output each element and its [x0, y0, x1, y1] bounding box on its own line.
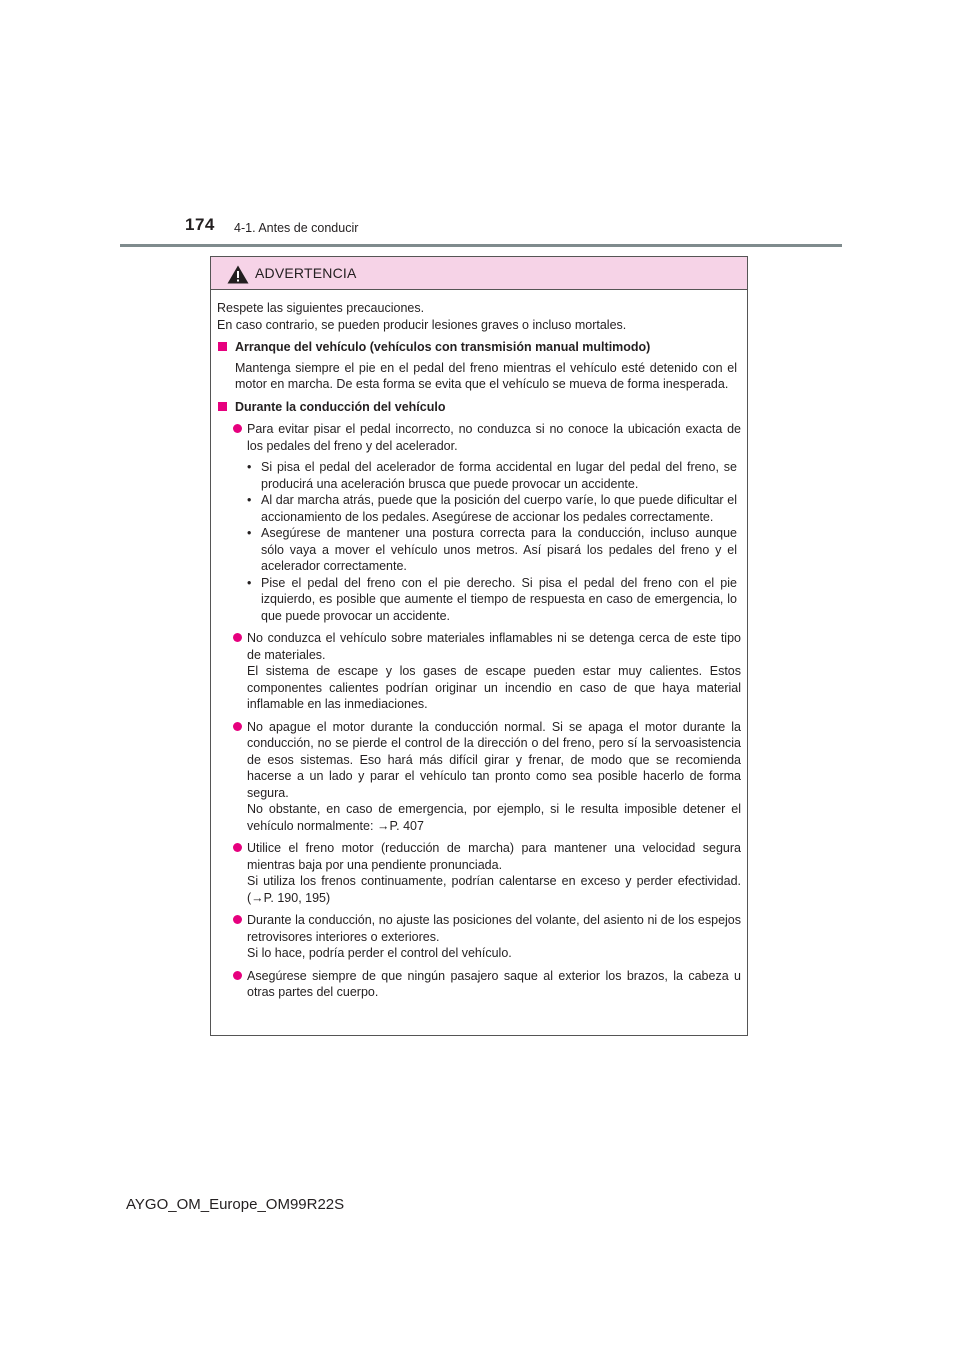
list-item — [217, 719, 741, 835]
warning-header — [211, 257, 747, 290]
section-heading — [217, 399, 741, 416]
section-title: 4-1. Antes de conducir — [234, 221, 359, 235]
circle-bullet-icon — [233, 843, 242, 852]
sub-list-item-text: Si pisa el pedal del acelerador de forma accidental en lugar del pedal del freno, se producirá una aceleración brusca que puede provocar un accidente. — [261, 460, 737, 491]
sub-list-item-text: Al dar marcha atrás, puede que la posición del cuerpo varíe, lo que puede dificultar el accionamiento de los pedales. Asegúrese de accionar los pedales correctamente. — [261, 493, 737, 524]
list-item-text: No conduzca el vehículo sobre materiales inflamables ni se detenga cerca de este tipo de materiales. — [247, 631, 741, 662]
dot-bullet-icon: • — [247, 575, 252, 590]
circle-bullet-icon — [233, 633, 242, 642]
square-bullet-icon — [218, 402, 227, 411]
header-rule — [120, 244, 842, 247]
list-item — [217, 840, 741, 906]
dot-bullet-icon: • — [247, 526, 252, 540]
sub-list-item — [247, 575, 737, 625]
circle-bullet-icon — [233, 424, 242, 433]
sub-list-item-text: Asegúrese de mantener una postura correcta para la conducción, incluso aunque sólo vaya a mover el vehículo unos metros. Así pisará los pedales del freno y el acelerador correctamente. — [261, 526, 737, 573]
page-reference-link[interactable]: →P. 190, 195 — [251, 890, 327, 905]
list-item-text: Utilice el freno motor (reducción de marcha) para mantener una velocidad segura mientras baja por una pendiente pronunciada. — [247, 841, 741, 872]
list-item-text: Para evitar pisar el pedal incorrecto, no conduzca si no conoce la ubicación exacta de los pedales del freno y del acelerador. — [247, 422, 741, 453]
intro-line: Respete las siguientes precauciones. — [217, 301, 425, 315]
sub-list-item — [247, 525, 737, 575]
list-item — [217, 421, 741, 454]
sub-list-item — [247, 459, 737, 492]
list-item-text-part: Si utiliza los frenos continuamente, podrían calentarse en exceso y perder efectividad. ( — [247, 874, 741, 905]
sub-list — [217, 459, 741, 624]
footer-code: AYGO_OM_Europe_OM99R22S — [126, 1196, 345, 1213]
list-item-text: Si lo hace, podría perder el control del vehículo. — [247, 946, 512, 960]
list-item-text-part: ) — [326, 890, 331, 905]
warning-title: ADVERTENCIA — [255, 265, 357, 281]
dot-bullet-icon: • — [247, 493, 252, 507]
list-item-text-part: No obstante, en caso de emergencia, por ejemplo, si le resulta imposible detener el vehículo normalmente: — [247, 802, 741, 833]
page-number: 174 — [185, 215, 215, 234]
section-heading-text: Durante la conducción del vehículo — [235, 399, 446, 414]
warning-body — [211, 290, 747, 1001]
list-item-text — [247, 801, 741, 834]
list-item-text — [247, 873, 741, 906]
list-item — [217, 630, 741, 713]
dot-bullet-icon: • — [247, 460, 252, 474]
intro-line: En caso contrario, se pueden producir lesiones graves o incluso mortales. — [217, 317, 627, 332]
list-item-text: El sistema de escape y los gases de escape pueden estar muy calientes. Estos componentes calientes podrían originar un incendio en caso de que haya material inflamable en las inmediaciones. — [247, 664, 741, 711]
list-item-text: Asegúrese siempre de que ningún pasajero saque al exterior los brazos, la cabeza u otras partes del cuerpo. — [247, 968, 741, 999]
circle-bullet-icon — [233, 971, 242, 980]
section-heading-text: Arranque del vehículo (vehículos con transmisión manual multimodo) — [235, 340, 651, 354]
list-item — [217, 912, 741, 962]
warning-triangle-icon — [227, 265, 249, 284]
circle-bullet-icon — [233, 722, 242, 731]
sub-list-item — [247, 492, 737, 525]
list-item-text: Durante la conducción, no ajuste las posiciones del volante, del asiento ni de los espejos retrovisores interiores o exteriores. — [247, 913, 741, 944]
list-item — [217, 968, 741, 1001]
section-heading — [217, 339, 741, 356]
list-item-text: No apague el motor durante la conducción normal. Si se apaga el motor durante la conducción, no se pierde el control de la dirección o del freno, pero sí la servoasistencia de esos sistemas. Eso hará más difícil girar y frenar, de modo que se recomienda hacerse a un lado y parar el vehículo tan pronto como sea posible hacerlo de forma segura. — [247, 719, 741, 800]
circle-bullet-icon — [233, 915, 242, 924]
warning-box — [210, 256, 748, 1036]
page-reference-link[interactable]: →P. 407 — [376, 818, 424, 833]
square-bullet-icon — [218, 342, 227, 351]
sub-list-item-text: Pise el pedal del freno con el pie derecho. Si pisa el pedal del freno con el pie izquierdo, es posible que aumente el tiempo de respuesta en caso de emergencia, lo que puede provocar un accidente. — [261, 575, 737, 623]
section-text: Mantenga siempre el pie en el pedal del freno mientras el vehículo esté detenido con el motor en marcha. De esta forma se evita que el vehículo se mueva de forma inesperada. — [235, 360, 737, 391]
